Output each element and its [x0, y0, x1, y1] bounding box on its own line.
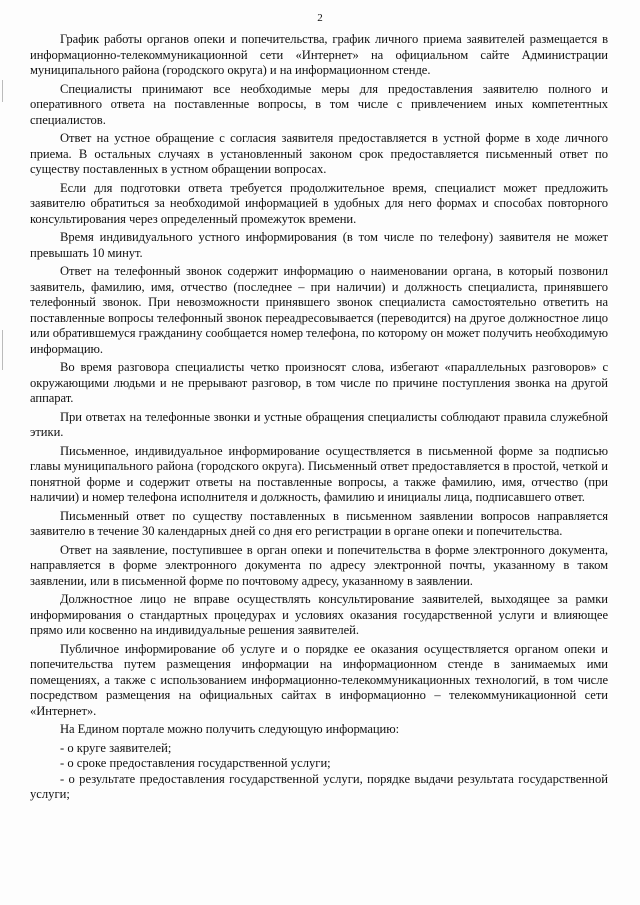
paragraph: При ответах на телефонные звонки и устные обращения специалисты соблюдают правила служебной этики.	[30, 409, 608, 439]
scan-margin-mark	[2, 80, 3, 102]
paragraph: Специалисты принимают все необходимые меры для предоставления заявителю полного и оперативного ответа на поставленные вопросы, в том числе с привлечением иных компетентных специалистов.	[30, 81, 608, 127]
paragraph: Ответ на устное обращение с согласия заявителя предоставляется в устной форме в ходе личного приема. В остальных случаях в установленный законом срок предоставляется письменный ответ по существу поставленных в устном обращении вопросах.	[30, 131, 608, 176]
paragraph: Должностное лицо не вправе осуществлять консультирование заявителей, выходящее за рамки информирования о стандартных процедурах и условиях оказания государственной услуги и влияющее прямо или косвенно на индивидуальные решения заявителей.	[30, 592, 608, 637]
paragraph: Если для подготовки ответа требуется продолжительное время, специалист может предложить заявителю обратиться за необходимой информацией в удобных для него формах и способах повторного консультирования через определенный промежуток времени.	[30, 180, 608, 226]
list-item: - о результате предоставления государственной услуги, порядке выдачи результата государственной услуги;	[30, 771, 608, 801]
paragraph: Ответ на заявление, поступившее в орган опеки и попечительства в форме электронного документа, направляется в форме электронного документа по адресу электронной почты, указанному в таком заявлении, или в письменной форме по почтовому адресу, указанному в заявлении.	[30, 542, 608, 588]
paragraph: На Едином портале можно получить следующую информацию:	[60, 722, 400, 736]
page-number: 2	[317, 12, 323, 24]
document-body	[30, 32, 608, 803]
paragraph: Публичное информирование об услуге и о порядке ее оказания осуществляется органом опеки и попечительства путем размещения информации на информационном стенде в занимаемых ими помещениях, а также с использованием информационно-телекоммуникационных технологий, в том числе посредством размещения на официальных сайтах в информационно – телекоммуникационной сети «Интернет».	[30, 641, 608, 718]
paragraph: Ответ на телефонный звонок содержит информацию о наименовании органа, в который позвонил заявитель, фамилию, имя, отчество (последнее – при наличии) и должность специалиста, принявшего телефонный звонок. При невозможности принявшего звонок специалиста самостоятельно ответить на поставленные вопросы телефонный звонок переадресовывается (переводится) на другое должностное лицо или обратившемуся гражданину сообщается номер телефона, по которому он может получить необходимую информацию.	[30, 264, 608, 356]
list-item: - о сроке предоставления государственной услуги;	[60, 756, 331, 770]
paragraph: Во время разговора специалисты четко произносят слова, избегают «параллельных разговоров» с окружающими людьми и не прерывают разговор, в том числе по причине поступления звонка на другой аппарат.	[30, 360, 608, 405]
scan-margin-mark	[2, 330, 3, 370]
paragraph: Письменный ответ по существу поставленных в письменном заявлении вопросов направляется заявителю в течение 30 календарных дней со дня его регистрации в органе опеки и попечительства.	[30, 508, 608, 538]
list-item: - о круге заявителей;	[60, 740, 172, 755]
paragraph: Время индивидуального устного информирования (в том числе по телефону) заявителя не может превышать 10 минут.	[30, 230, 608, 260]
paragraph: График работы органов опеки и попечительства, график личного приема заявителей размещается в информационно-телекоммуникационной сети «Интернет» на официальном сайте Администрации муниципального района (городского округа) и на информационном стенде.	[30, 32, 608, 77]
paragraph: Письменное, индивидуальное информирование осуществляется в письменной форме за подписью главы муниципального района (городского округа). Письменный ответ предоставляется в простой, четкой и понятной форме и содержит ответы на поставленные вопросы, а также фамилию, имя, отчество (при наличии) и номер телефона исполнителя и должность, фамилию и инициалы лица, подписавшего ответ.	[30, 443, 608, 504]
